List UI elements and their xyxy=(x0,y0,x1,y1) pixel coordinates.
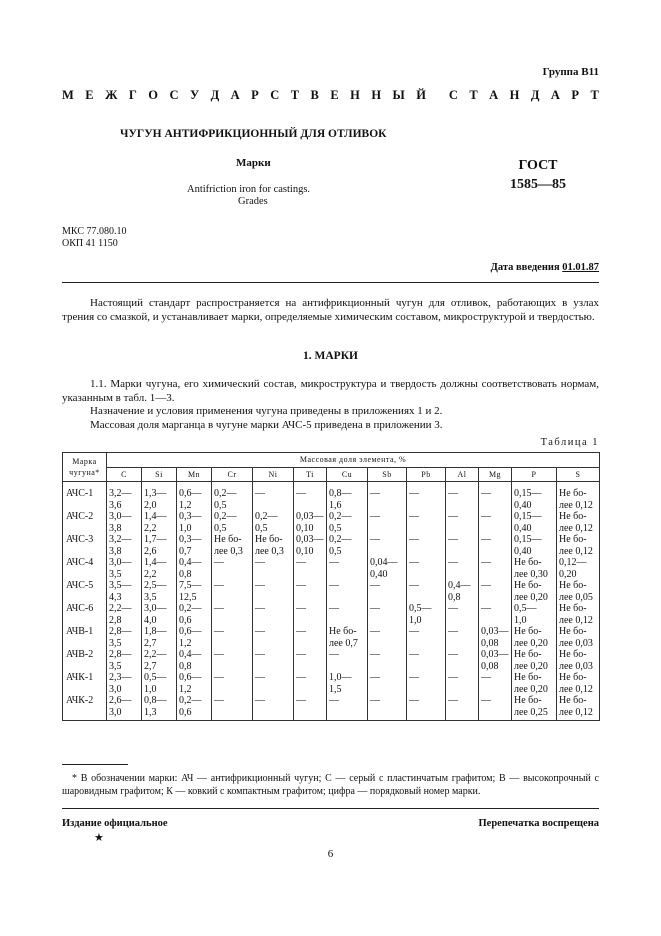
column-header: Ni xyxy=(253,467,294,482)
manganese-paragraph: Массовая доля марганца в чугуне марки АЧС-5 приведена в приложении 3. xyxy=(90,419,443,431)
banner-letter: С xyxy=(448,88,458,102)
value-cell: — xyxy=(407,534,446,557)
value-cell: 0,15— 0,40 xyxy=(512,482,557,512)
banner-letter: Ж xyxy=(105,88,118,102)
value-cell: 0,2— 0,5 xyxy=(327,511,368,534)
value-cell: — xyxy=(368,603,407,626)
value-cell: Не бо- лее 0,20 xyxy=(512,580,557,603)
value-cell: 0,5— 1,0 xyxy=(407,603,446,626)
footnote-divider xyxy=(62,764,128,765)
column-header: Si xyxy=(142,467,177,482)
column-header: P xyxy=(512,467,557,482)
banner-letter: С xyxy=(169,88,179,102)
grade-cell: АЧС-4 xyxy=(63,557,107,580)
value-cell: Не бо- лее 0,3 xyxy=(253,534,294,557)
value-cell: — xyxy=(407,626,446,649)
value-cell: 0,2— 0,5 xyxy=(212,482,253,512)
value-cell: — xyxy=(294,603,327,626)
value-cell: Не бо- лее 0,05 xyxy=(557,580,600,603)
value-cell: — xyxy=(446,695,479,721)
banner-letter: О xyxy=(148,88,159,102)
value-cell: — xyxy=(479,511,512,534)
gost-number xyxy=(510,156,566,194)
value-cell: — xyxy=(407,649,446,672)
banner-letter: А xyxy=(489,88,499,102)
value-cell: — xyxy=(253,672,294,695)
clause-1-1: 1.1. Марки чугуна, его химический состав, микроструктура и твердость должны соответствовать нормам, указанным в табл. 1—3. xyxy=(62,378,599,404)
table-row xyxy=(63,580,600,603)
value-cell: — xyxy=(446,603,479,626)
value-cell: 0,03— 0,08 xyxy=(479,649,512,672)
value-cell: — xyxy=(253,649,294,672)
value-cell: 0,3— 0,7 xyxy=(177,534,212,557)
banner-letter: Е xyxy=(330,88,339,102)
value-cell: — xyxy=(212,626,253,649)
value-cell: — xyxy=(212,557,253,580)
table-row xyxy=(63,695,600,721)
english-subtitle: Grades xyxy=(238,196,268,207)
value-cell: — xyxy=(368,482,407,512)
value-cell: 2,3— 3,0 xyxy=(107,672,142,695)
table-row xyxy=(63,603,600,626)
table-row xyxy=(63,482,600,512)
value-cell: 3,0— 3,8 xyxy=(107,511,142,534)
value-cell: 1,0— 1,5 xyxy=(327,672,368,695)
value-cell: 0,2— 0,5 xyxy=(327,534,368,557)
table-row xyxy=(63,511,600,534)
value-cell: — xyxy=(327,603,368,626)
value-cell: — xyxy=(294,626,327,649)
value-cell: — xyxy=(253,482,294,512)
grade-cell: АЧС-2 xyxy=(63,511,107,534)
value-cell: — xyxy=(368,511,407,534)
value-cell: — xyxy=(446,626,479,649)
value-cell: — xyxy=(407,511,446,534)
value-cell: Не бо- лее 0,3 xyxy=(212,534,253,557)
table-row xyxy=(63,534,600,557)
value-cell: — xyxy=(446,482,479,512)
value-cell: — xyxy=(368,626,407,649)
value-cell: 2,8— 3,5 xyxy=(107,649,142,672)
value-cell: — xyxy=(327,695,368,721)
value-cell: 0,8— 1,3 xyxy=(142,695,177,721)
date-label: Дата введения xyxy=(490,262,563,273)
column-header: C xyxy=(107,467,142,482)
column-header: S xyxy=(557,467,600,482)
header-mark: Марка чугуна* xyxy=(63,453,107,482)
value-cell: — xyxy=(327,557,368,580)
banner-letter: Д xyxy=(210,88,220,102)
value-cell: — xyxy=(368,649,407,672)
table-row xyxy=(63,672,600,695)
value-cell: Не бо- лее 0,12 xyxy=(557,482,600,512)
value-cell: — xyxy=(446,649,479,672)
value-cell: 0,6— 1,2 xyxy=(177,626,212,649)
banner-letter: Т xyxy=(590,88,599,102)
value-cell: Не бо- лее 0,12 xyxy=(557,695,600,721)
value-cell: — xyxy=(407,580,446,603)
value-cell: — xyxy=(368,695,407,721)
value-cell: — xyxy=(212,603,253,626)
date-value: 01.01.87 xyxy=(562,262,599,273)
value-cell: 0,03— 0,08 xyxy=(479,626,512,649)
value-cell: 0,3— 1,0 xyxy=(177,511,212,534)
grade-cell: АЧС-6 xyxy=(63,603,107,626)
value-cell: 2,8— 3,5 xyxy=(107,626,142,649)
value-cell: Не бо- лее 0,7 xyxy=(327,626,368,649)
value-cell: 0,5— 1,0 xyxy=(142,672,177,695)
header-element-share: Массовая доля элемента, % xyxy=(107,453,600,468)
banner-letter: Р xyxy=(571,88,580,102)
value-cell: Не бо- лее 0,12 xyxy=(557,672,600,695)
grade-cell: АЧС-1 xyxy=(63,482,107,512)
section-heading: 1. МАРКИ xyxy=(303,350,358,362)
value-cell: — xyxy=(479,695,512,721)
value-cell: Не бо- лее 0,12 xyxy=(557,511,600,534)
mks-code: МКС 77.080.10 xyxy=(62,226,127,237)
footnote: * В обозначении марки: АЧ — антифрикционный чугун; С — серый с пластинчатым графитом; В — высокопрочный с шаровидным графитом; К — ковкий с компактным графитом; цифра — порядковый номер марки. xyxy=(62,773,599,797)
value-cell: — xyxy=(479,557,512,580)
value-cell: — xyxy=(479,672,512,695)
banner-letter: Ы xyxy=(392,88,405,102)
value-cell: — xyxy=(294,672,327,695)
column-header: Mg xyxy=(479,467,512,482)
value-cell: 1,3— 2,0 xyxy=(142,482,177,512)
value-cell: Не бо- лее 0,25 xyxy=(512,695,557,721)
value-cell: 2,2— 2,7 xyxy=(142,649,177,672)
document-title: ЧУГУН АНТИФРИКЦИОННЫЙ ДЛЯ ОТЛИВОК xyxy=(120,128,387,140)
banner-letter: Р xyxy=(251,88,259,102)
value-cell: — xyxy=(253,557,294,580)
value-cell: 2,5— 3,5 xyxy=(142,580,177,603)
value-cell: — xyxy=(253,603,294,626)
value-cell: 1,7— 2,6 xyxy=(142,534,177,557)
value-cell: — xyxy=(407,672,446,695)
value-cell: 0,4— 0,8 xyxy=(177,649,212,672)
value-cell: 0,2— 0,6 xyxy=(177,603,212,626)
banner-letter: Н xyxy=(350,88,360,102)
column-header: Al xyxy=(446,467,479,482)
value-cell: — xyxy=(446,534,479,557)
banner-letter: Н xyxy=(509,88,520,102)
footer-divider xyxy=(62,808,599,809)
value-cell: 0,03— 0,10 xyxy=(294,534,327,557)
value-cell: Не бо- лее 0,20 xyxy=(512,626,557,649)
value-cell: — xyxy=(479,580,512,603)
value-cell: — xyxy=(368,534,407,557)
divider xyxy=(62,282,599,283)
grade-cell: АЧС-5 xyxy=(63,580,107,603)
grade-cell: АЧК-1 xyxy=(63,672,107,695)
value-cell: Не бо- лее 0,30 xyxy=(512,557,557,580)
value-cell: 3,5— 4,3 xyxy=(107,580,142,603)
value-cell: — xyxy=(212,695,253,721)
column-header: Cu xyxy=(327,467,368,482)
introduction-date xyxy=(491,262,599,273)
column-header: Cr xyxy=(212,467,253,482)
value-cell: — xyxy=(446,511,479,534)
value-cell: 0,6— 1,2 xyxy=(177,482,212,512)
value-cell: — xyxy=(212,672,253,695)
value-cell: 0,4— 0,8 xyxy=(177,557,212,580)
value-cell: — xyxy=(407,482,446,512)
value-cell: Не бо- лее 0,20 xyxy=(512,649,557,672)
value-cell: 1,4— 2,2 xyxy=(142,557,177,580)
column-header: Mn xyxy=(177,467,212,482)
value-cell: — xyxy=(327,649,368,672)
group-code: Группа В11 xyxy=(542,66,599,78)
value-cell: 7,5— 12,5 xyxy=(177,580,212,603)
value-cell: 2,6— 3,0 xyxy=(107,695,142,721)
page-number: 6 xyxy=(327,848,334,860)
value-cell: — xyxy=(368,672,407,695)
value-cell: 0,4— 0,8 xyxy=(446,580,479,603)
value-cell: — xyxy=(253,580,294,603)
value-cell: — xyxy=(446,672,479,695)
value-cell: — xyxy=(294,580,327,603)
value-cell: 0,2— 0,6 xyxy=(177,695,212,721)
table-row xyxy=(63,557,600,580)
value-cell: — xyxy=(407,557,446,580)
value-cell: — xyxy=(327,580,368,603)
banner-letter: Т xyxy=(290,88,300,102)
purpose-paragraph: Назначение и условия применения чугуна приведены в приложениях 1 и 2. xyxy=(90,405,443,417)
banner-letter: Г xyxy=(128,88,137,102)
value-cell: Не бо- лее 0,12 xyxy=(557,603,600,626)
banner-letter: Е xyxy=(85,88,94,102)
value-cell: — xyxy=(294,482,327,512)
banner-letter: С xyxy=(270,88,280,102)
okp-code: ОКП 41 1150 xyxy=(62,238,118,249)
banner-letter: М xyxy=(62,88,74,102)
grade-cell: АЧВ-1 xyxy=(63,626,107,649)
classification-codes xyxy=(62,226,126,250)
value-cell: — xyxy=(253,626,294,649)
banner-letter: Т xyxy=(469,88,478,102)
gost-label: ГОСТ xyxy=(518,158,558,173)
grade-cell: АЧВ-2 xyxy=(63,649,107,672)
reprint-notice: Перепечатка воспрещена xyxy=(478,818,599,829)
column-header: Pb xyxy=(407,467,446,482)
banner-letter: Й xyxy=(416,88,426,102)
value-cell: 2,2— 2,8 xyxy=(107,603,142,626)
value-cell: — xyxy=(407,695,446,721)
value-cell: 3,2— 3,8 xyxy=(107,534,142,557)
table-row xyxy=(63,626,600,649)
column-header: Ti xyxy=(294,467,327,482)
grade-cell: АЧС-3 xyxy=(63,534,107,557)
banner-letter: А xyxy=(230,88,240,102)
value-cell: 0,15— 0,40 xyxy=(512,511,557,534)
gost-code: 1585—85 xyxy=(510,177,566,192)
official-edition: Издание официальное xyxy=(62,818,168,829)
value-cell: — xyxy=(479,603,512,626)
column-header: Sb xyxy=(368,467,407,482)
value-cell: 1,4— 2,2 xyxy=(142,511,177,534)
document-subtitle: Марки xyxy=(236,157,271,169)
standard-banner xyxy=(62,88,599,103)
banner-letter: Н xyxy=(371,88,382,102)
value-cell: Не бо- лее 0,12 xyxy=(557,534,600,557)
value-cell: Не бо- лее 0,20 xyxy=(512,672,557,695)
value-cell: 0,04— 0,40 xyxy=(368,557,407,580)
value-cell: — xyxy=(446,557,479,580)
value-cell: 3,0— 3,5 xyxy=(107,557,142,580)
value-cell: 3,2— 3,6 xyxy=(107,482,142,512)
table-row xyxy=(63,649,600,672)
value-cell: 0,8— 1,6 xyxy=(327,482,368,512)
value-cell: — xyxy=(212,649,253,672)
value-cell: 0,15— 0,40 xyxy=(512,534,557,557)
value-cell: 0,2— 0,5 xyxy=(253,511,294,534)
value-cell: Не бо- лее 0,03 xyxy=(557,626,600,649)
banner-letter: В xyxy=(310,88,319,102)
scope-paragraph: Настоящий стандарт распространяется на антифрикционный чугун для отливок, работающих в узлах трения со смазкой, и устанавливает марки, определяемые химическим составом, микроструктурой и твердостью. xyxy=(62,297,599,323)
value-cell: — xyxy=(294,695,327,721)
value-cell: Не бо- лее 0,03 xyxy=(557,649,600,672)
value-cell: — xyxy=(368,580,407,603)
grade-cell: АЧК-2 xyxy=(63,695,107,721)
english-title: Antifriction iron for castings. xyxy=(187,184,311,195)
star-icon: ★ xyxy=(94,832,104,844)
value-cell: 0,03— 0,10 xyxy=(294,511,327,534)
table-caption: Таблица 1 xyxy=(540,437,599,448)
value-cell: 0,5— 1,0 xyxy=(512,603,557,626)
value-cell: 1,8— 2,7 xyxy=(142,626,177,649)
value-cell: — xyxy=(212,580,253,603)
value-cell: 0,2— 0,5 xyxy=(212,511,253,534)
value-cell: 0,12— 0,20 xyxy=(557,557,600,580)
value-cell: — xyxy=(479,482,512,512)
composition-table xyxy=(62,452,600,721)
value-cell: — xyxy=(294,649,327,672)
value-cell: — xyxy=(479,534,512,557)
value-cell: — xyxy=(294,557,327,580)
value-cell: — xyxy=(253,695,294,721)
value-cell: 0,6— 1,2 xyxy=(177,672,212,695)
banner-letter: У xyxy=(189,88,200,102)
banner-letter: Д xyxy=(530,88,540,102)
value-cell: 3,0— 4,0 xyxy=(142,603,177,626)
banner-letter: А xyxy=(550,88,560,102)
